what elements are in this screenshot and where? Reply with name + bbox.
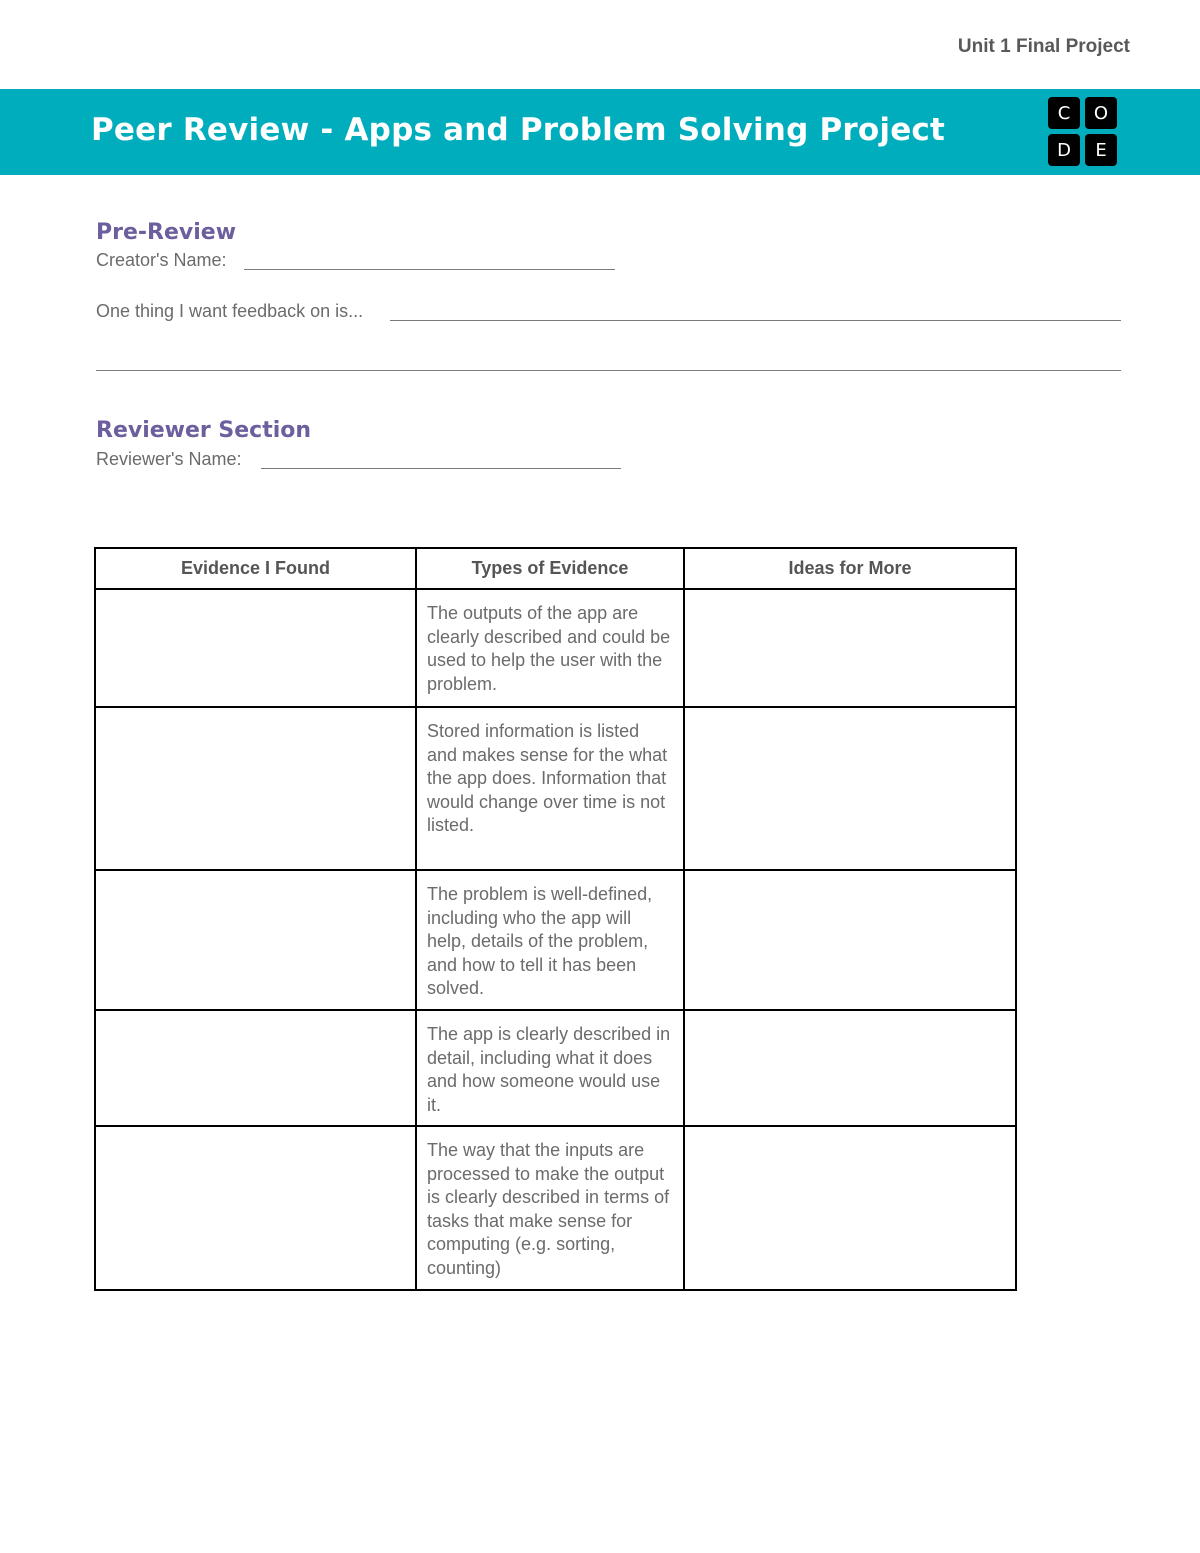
types-of-evidence-cell: The way that the inputs are processed to make the output is clearly described in terms of tasks that make sense for computing (e.g. sorting, counting) bbox=[416, 1126, 684, 1290]
code-logo bbox=[1048, 97, 1118, 167]
creator-name-label: Creator's Name: bbox=[96, 250, 227, 270]
types-of-evidence-cell: The app is clearly described in detail, including what it does and how someone would use it. bbox=[416, 1010, 684, 1126]
ideas-for-more-cell[interactable] bbox=[684, 870, 1016, 1010]
table-row bbox=[95, 1126, 1016, 1290]
evidence-found-cell[interactable] bbox=[95, 1010, 416, 1126]
table-row bbox=[95, 589, 1016, 707]
header-evidence-found: Evidence I Found bbox=[95, 548, 416, 589]
reviewer-section-heading: Reviewer Section bbox=[96, 418, 312, 443]
types-of-evidence-cell: The outputs of the app are clearly described and could be used to help the user with the problem. bbox=[416, 589, 684, 707]
evidence-found-cell[interactable] bbox=[95, 1126, 416, 1290]
ideas-for-more-cell[interactable] bbox=[684, 707, 1016, 870]
types-of-evidence-cell: Stored information is listed and makes sense for the what the app does. Information that would change over time is not listed. bbox=[416, 707, 684, 870]
ideas-for-more-cell[interactable] bbox=[684, 589, 1016, 707]
logo-letter-e: E bbox=[1085, 134, 1117, 166]
pre-review-heading: Pre-Review bbox=[96, 220, 237, 245]
page-title: Peer Review - Apps and Problem Solving Project bbox=[91, 112, 946, 148]
ideas-for-more-cell[interactable] bbox=[684, 1010, 1016, 1126]
header-ideas-for-more: Ideas for More bbox=[684, 548, 1016, 589]
table-row bbox=[95, 707, 1016, 870]
table-header-row bbox=[95, 548, 1016, 589]
table-row bbox=[95, 870, 1016, 1010]
logo-letter-o: O bbox=[1085, 97, 1117, 129]
table-row bbox=[95, 1010, 1016, 1126]
types-of-evidence-cell: The problem is well-defined, including who the app will help, details of the problem, and how to tell it has been solved. bbox=[416, 870, 684, 1010]
feedback-line-2[interactable] bbox=[96, 370, 1121, 371]
reviewer-name-label: Reviewer's Name: bbox=[96, 449, 242, 469]
evidence-found-cell[interactable] bbox=[95, 870, 416, 1010]
logo-letter-d: D bbox=[1048, 134, 1080, 166]
header-types-of-evidence: Types of Evidence bbox=[416, 548, 684, 589]
creator-name-line[interactable] bbox=[244, 269, 615, 270]
ideas-for-more-cell[interactable] bbox=[684, 1126, 1016, 1290]
feedback-label: One thing I want feedback on is... bbox=[96, 301, 364, 321]
evidence-table bbox=[94, 547, 1017, 1291]
feedback-line-1[interactable] bbox=[390, 320, 1121, 321]
reviewer-name-line[interactable] bbox=[261, 468, 621, 469]
unit-label: Unit 1 Final Project bbox=[957, 36, 1130, 57]
evidence-found-cell[interactable] bbox=[95, 589, 416, 707]
evidence-found-cell[interactable] bbox=[95, 707, 416, 870]
logo-letter-c: C bbox=[1048, 97, 1080, 129]
